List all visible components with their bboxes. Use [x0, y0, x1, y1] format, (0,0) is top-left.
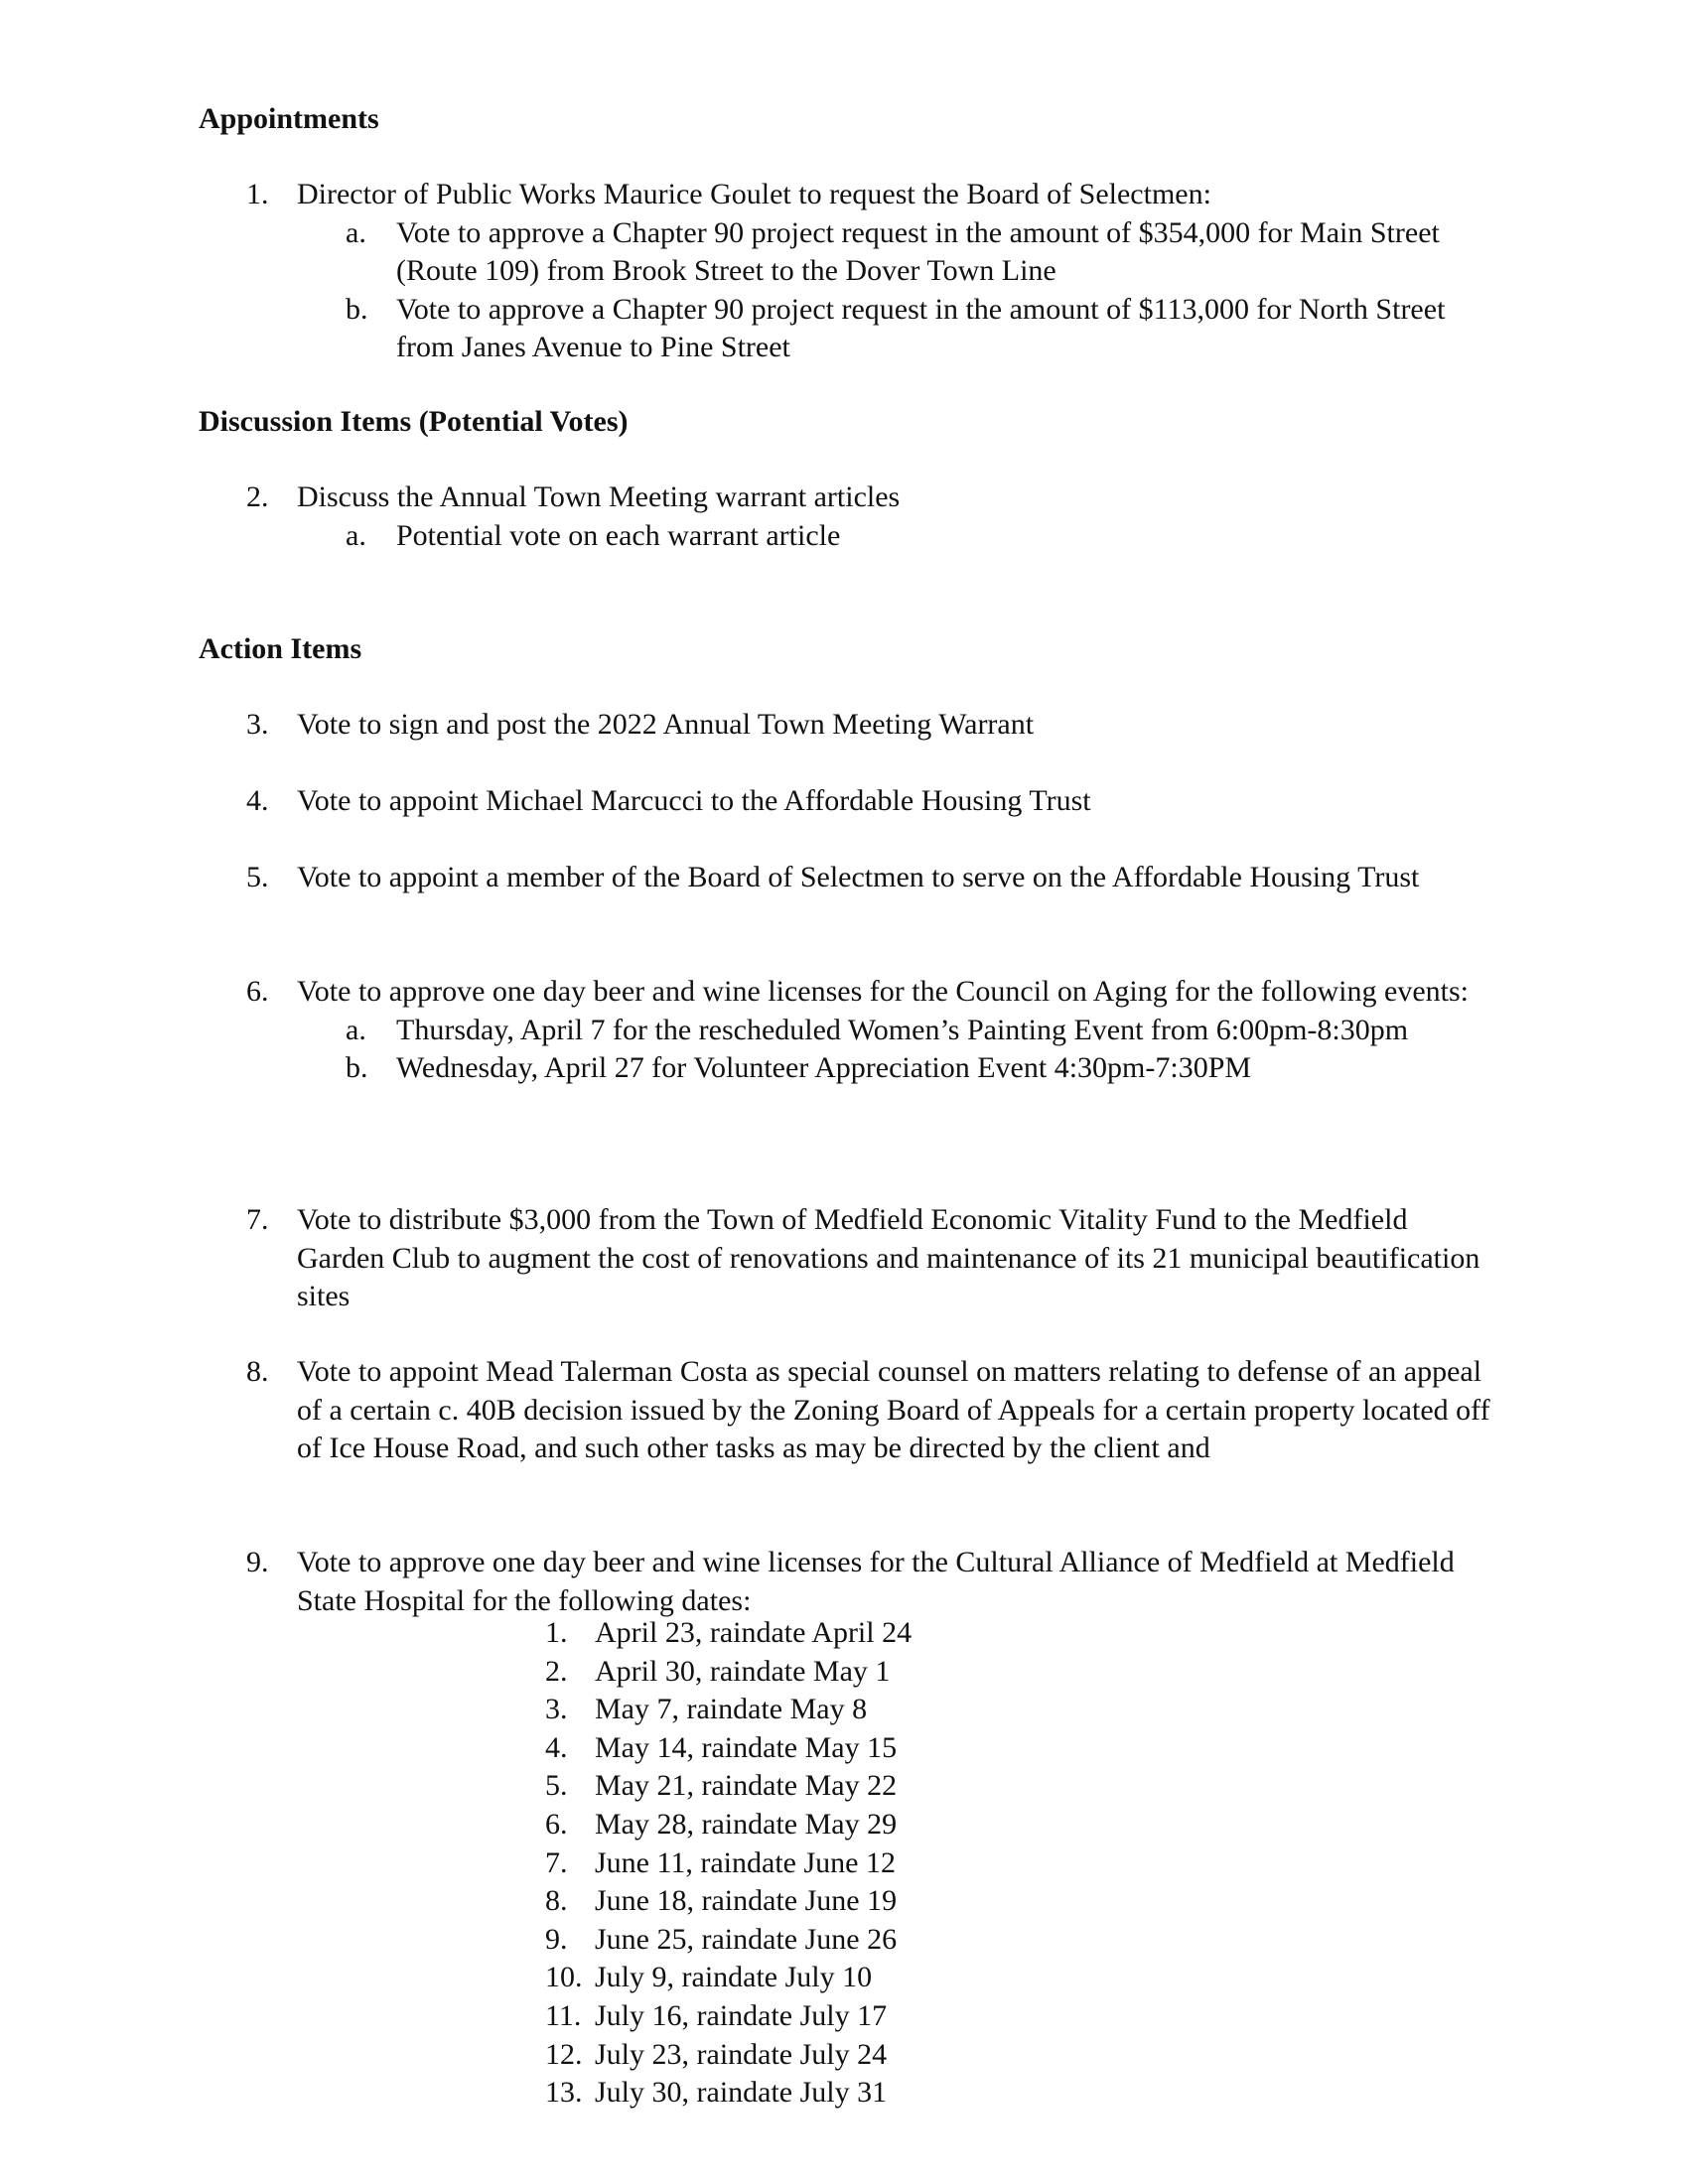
- subitem-label: a.: [346, 215, 366, 249]
- agenda-item-1: [246, 176, 1497, 367]
- date-number: 12.: [545, 2037, 583, 2071]
- date-text: July 23, raindate July 24: [595, 2037, 888, 2071]
- date-text: May 14, raindate May 15: [595, 1730, 898, 1764]
- item-text: Discuss the Annual Town Meeting warrant articles: [297, 480, 901, 513]
- item-number: 7.: [246, 1203, 269, 1236]
- agenda-item-8: [246, 1353, 1497, 1468]
- agenda-item-7: [246, 1201, 1497, 1316]
- date-number: 13.: [545, 2076, 583, 2110]
- subitem-6a: [346, 1012, 1497, 1050]
- agenda-item-3: [246, 706, 1497, 745]
- item-text: Vote to approve one day beer and wine licenses for the Council on Aging for the following events:: [297, 975, 1469, 1008]
- item-text: Vote to appoint a member of the Board of Selectmen to serve on the Affordable Housing Trust: [297, 861, 1420, 893]
- subitem-text: Thursday, April 7 for the rescheduled Women’s Painting Event from 6:00pm-8:30pm: [396, 1013, 1409, 1046]
- item-text: Director of Public Works Maurice Goulet to request the Board of Selectmen:: [297, 178, 1211, 210]
- agenda-item-6: [246, 973, 1497, 1088]
- section-heading-action: Action Items: [199, 632, 362, 665]
- subitem-label: a.: [346, 1013, 366, 1046]
- date-number: 9.: [545, 1922, 568, 1956]
- item-text: Vote to appoint Mead Talerman Costa as special counsel on matters relating to defense of an appeal of a certain c. 40B decision issued by the Zoning Board of Appeals for a certain property located off of Ice House Road, and such other tasks as may be directed by the client and: [297, 1355, 1490, 1464]
- date-text: May 7, raindate May 8: [595, 1693, 868, 1726]
- subitem-label: b.: [346, 1051, 368, 1084]
- date-text: April 30, raindate May 1: [595, 1654, 891, 1688]
- item-number: 8.: [246, 1355, 269, 1388]
- date-text: May 28, raindate May 29: [595, 1807, 898, 1841]
- date-number: 7.: [545, 1845, 568, 1879]
- subitem-1b: [346, 291, 1497, 367]
- section-heading-appointments: Appointments: [199, 102, 379, 135]
- item-number: 3.: [246, 708, 269, 741]
- subitem-label: a.: [346, 518, 366, 552]
- subitem-text: Vote to approve a Chapter 90 project request in the amount of $113,000 for North Street from Janes Avenue to Pine Street: [396, 292, 1446, 363]
- date-text: June 25, raindate June 26: [595, 1922, 898, 1956]
- item-number: 9.: [246, 1546, 269, 1578]
- item-number: 1.: [246, 178, 269, 210]
- item-text: Vote to distribute $3,000 from the Town of Medfield Economic Vitality Fund to the Medfield Garden Club to augment the cost of renovations and maintenance of its 21 municipal beautification sites: [297, 1203, 1480, 1312]
- date-number: 11.: [545, 1998, 582, 2032]
- item-number: 5.: [246, 861, 269, 893]
- agenda-item-2: [246, 478, 1497, 555]
- date-text: June 11, raindate June 12: [595, 1845, 896, 1879]
- date-text: June 18, raindate June 19: [595, 1884, 898, 1918]
- date-number: 5.: [545, 1769, 568, 1803]
- date-number: 3.: [545, 1693, 568, 1726]
- subitem-text: Vote to approve a Chapter 90 project request in the amount of $354,000 for Main Street (Route 109) from Brook Street to the Dover Town Line: [396, 215, 1440, 287]
- section-heading-discussion: Discussion Items (Potential Votes): [199, 405, 629, 438]
- date-text: July 16, raindate July 17: [595, 1998, 888, 2032]
- item-number: 6.: [246, 975, 269, 1008]
- subitem-6b: [346, 1049, 1497, 1088]
- date-number: 6.: [545, 1807, 568, 1841]
- date-number: 10.: [545, 1961, 583, 1994]
- item-text: Vote to sign and post the 2022 Annual Town Meeting Warrant: [297, 708, 1035, 741]
- item-number: 2.: [246, 480, 269, 513]
- date-number: 8.: [545, 1884, 568, 1918]
- date-text: April 23, raindate April 24: [595, 1616, 913, 1649]
- item-text: Vote to approve one day beer and wine licenses for the Cultural Alliance of Medfield at Medfield State Hospital for the following dates:: [297, 1546, 1455, 1617]
- date-text: July 9, raindate July 10: [595, 1961, 873, 1994]
- date-text: May 21, raindate May 22: [595, 1769, 898, 1803]
- agenda-item-5: [246, 859, 1497, 897]
- item-text: Vote to appoint Michael Marcucci to the Affordable Housing Trust: [297, 784, 1091, 817]
- date-number: 2.: [545, 1654, 568, 1688]
- subitem-label: b.: [346, 292, 368, 326]
- date-number: 1.: [545, 1616, 568, 1649]
- date-number: 4.: [545, 1730, 568, 1764]
- date-text: July 30, raindate July 31: [595, 2076, 888, 2110]
- item-number: 4.: [246, 784, 269, 817]
- agenda-item-4: [246, 782, 1497, 821]
- subitem-text: Potential vote on each warrant article: [396, 518, 841, 552]
- subitem-2a: [346, 517, 1497, 556]
- subitem-1a: [346, 214, 1497, 291]
- subitem-text: Wednesday, April 27 for Volunteer Appreciation Event 4:30pm-7:30PM: [396, 1051, 1252, 1084]
- agenda-item-9: [246, 1544, 1497, 1620]
